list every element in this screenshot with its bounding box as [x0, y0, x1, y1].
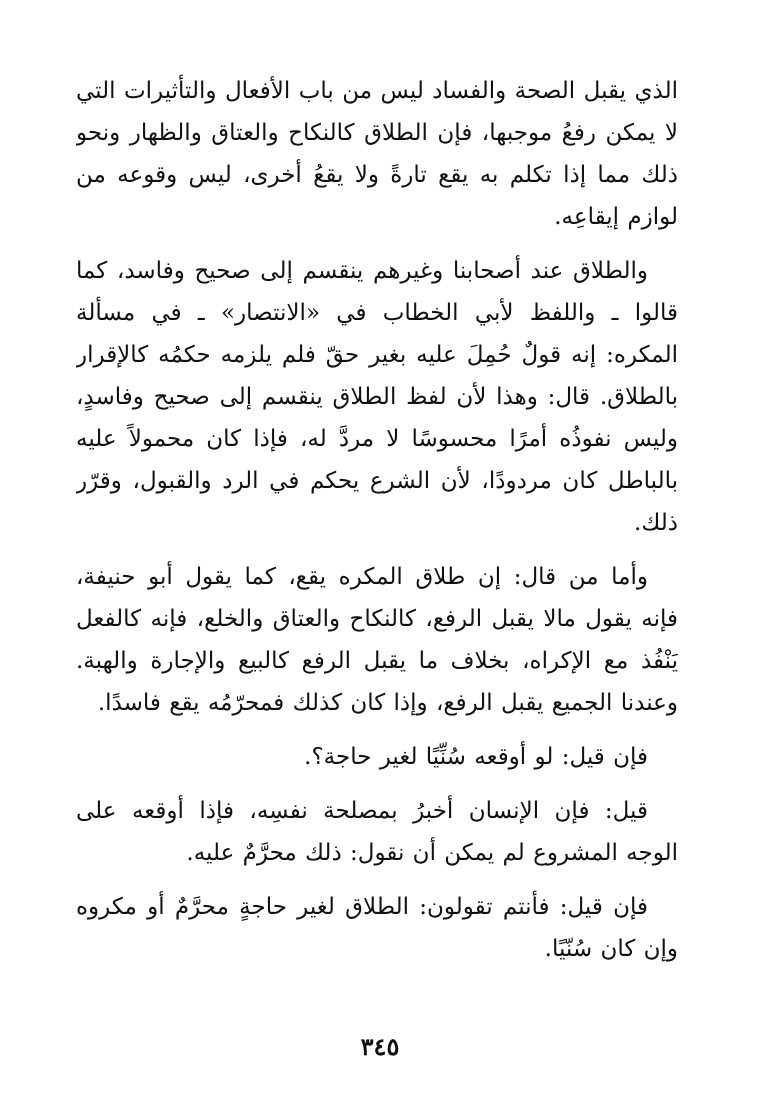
paragraph-6: فإن قيل: فأنتم تقولون: الطلاق لغير حاجةٍ محرَّمٌ أو مكروه وإن كان سُنّيًا. [76, 894, 678, 962]
paragraph-3: وأما من قال: إن طلاق المكره يقع، كما يقول أبو حنيفة، فإنه يقول مالا يقبل الرفع، كالنكاح والعتاق والخلع، فإنه كالفعل يَنْفُذ مع الإكراه، بخلاف ما يقبل الرفع كالبيع والإجارة والهبة. وعندنا الجميع يقبل الرفع، وإذا كان كذلك فمحرّمُه يقع فاسدًا. [76, 564, 678, 716]
page-body [76, 70, 678, 970]
paragraph-4: فإن قيل: لو أوقعه سُنِّيًا لغير حاجة؟. [304, 744, 648, 770]
paragraph-1: الذي يقبل الصحة والفساد ليس من باب الأفعال والتأثيرات التي لا يمكن رفعُ موجبها، فإن الطلاق كالنكاح والعتاق والظهار ونحو ذلك مما إذا تكلم به يقع تارةً ولا يقعُ أخرى، ليس وقوعه من لوازم إيقاعِه. [76, 78, 678, 230]
paragraph-2: والطلاق عند أصحابنا وغيرهم ينقسم إلى صحيح وفاسد، كما قالوا ـ واللفظ لأبي الخطاب في «الانتصار» ـ في مسألة المكره: إنه قولٌ حُمِلَ عليه بغير حقّ فلم يلزمه حكمُه كالإقرار بالطلاق. قال: وهذا لأن لفظ الطلاق ينقسم إلى صحيح وفاسدٍ، وليس نفوذُه أمرًا محسوسًا لا مردَّ له، فإذا كان محمولاً عليه بالباطل كان مردودًا، لأن الشرع يحكم في الرد والقبول، وقرّر ذلك. [76, 258, 678, 536]
page-number: ٣٤٥ [360, 1032, 400, 1061]
paragraph-5: قيل: فإن الإنسان أخبرُ بمصلحة نفسِه، فإذا أوقعه على الوجه المشروع لم يمكن أن نقول: ذلك محرَّمٌ عليه. [76, 798, 678, 866]
